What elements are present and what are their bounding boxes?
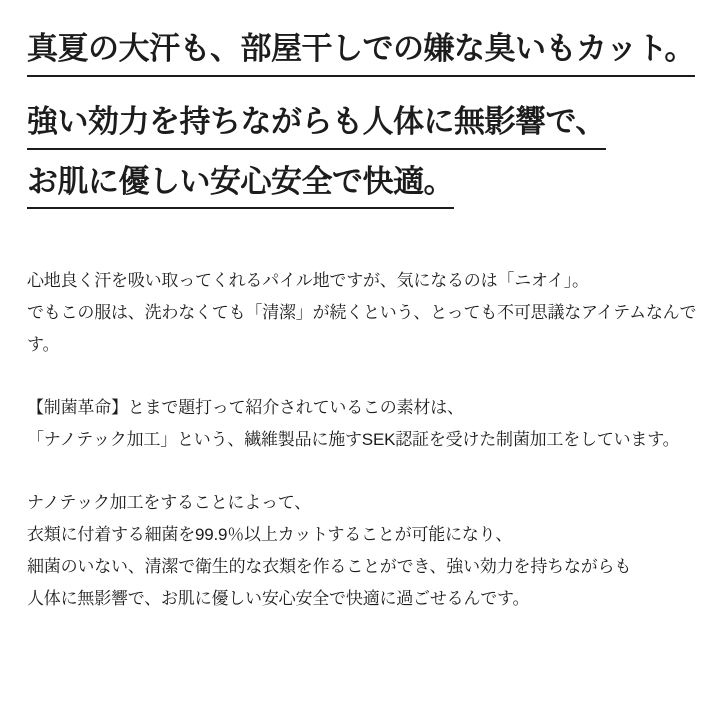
headline-secondary-text-1: 強い効力を持ちながらも人体に無影響で、 (27, 103, 606, 150)
paragraph-line: 「ナノテック加工」という、繊維製品に施すSEK認証を受けた制菌加工をしています。 (27, 430, 680, 450)
paragraph-seikin-kakumei (27, 392, 702, 456)
headline-secondary-line-2 (27, 163, 702, 210)
headline-secondary-text-2: お肌に優しい安心安全で快適。 (27, 163, 454, 210)
body-copy (27, 265, 702, 615)
paragraph-line: 人体に無影響で、お肌に優しい安心安全で快適に過ごせるんです。 (27, 589, 530, 609)
paragraph-line: 【制菌革命】とまで題打って紹介されているこの素材は、 (27, 398, 464, 418)
paragraph-pile-fabric (27, 265, 702, 361)
paragraph-nanotech-effect (27, 487, 702, 615)
headline-secondary-line-1 (27, 103, 702, 150)
headline-primary-text: 真夏の大汗も、部屋干しでの嫌な臭いもカット。 (27, 30, 695, 77)
paragraph-line: でもこの服は、洗わなくても「清潔」が続くという、とっても不可思議なアイテムなんです。 (27, 303, 697, 355)
headline-primary (27, 30, 702, 77)
paragraph-line: 衣類に付着する細菌を99.9％以上カットすることが可能になり、 (27, 525, 513, 545)
paragraph-line: 心地良く汗を吸い取ってくれるパイル地ですが、気になるのは「ニオイ」。 (27, 271, 589, 291)
paragraph-line: ナノテック加工をすることによって、 (27, 493, 312, 513)
paragraph-line: 細菌のいない、清潔で衛生的な衣類を作ることができ、強い効力を持ちながらも (27, 557, 632, 577)
